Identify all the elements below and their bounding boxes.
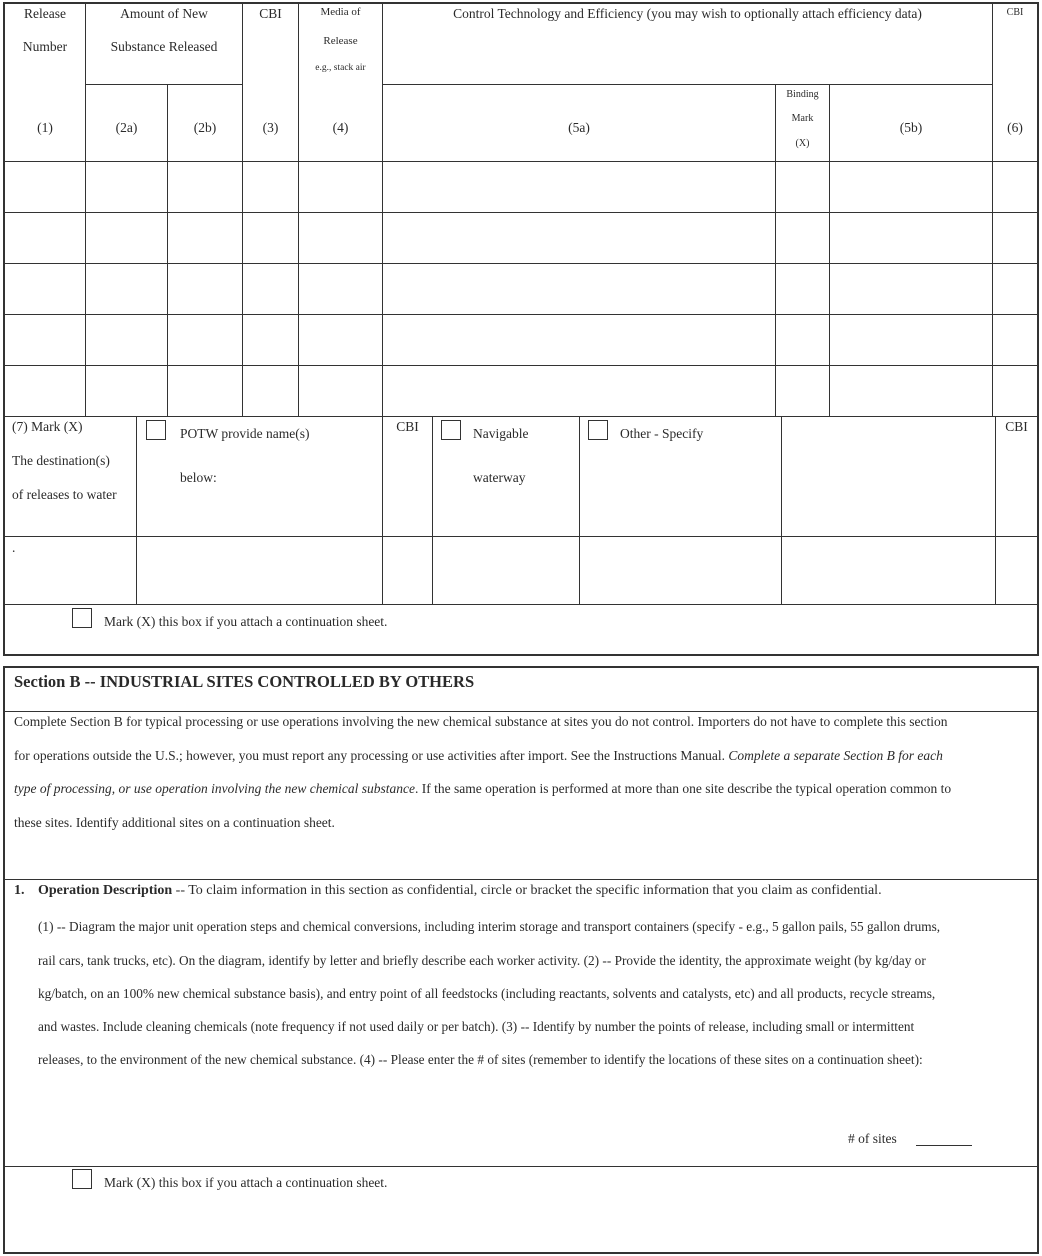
header-stack-air: e.g., stack air: [315, 63, 366, 73]
op-line-4: and wastes. Include cleaning chemicals (note frequency if not used daily or per batch). (3) -- Identify by number the points of release, including small or intermittent: [38, 1019, 915, 1034]
table-cell[interactable]: [383, 368, 775, 415]
header-mark: Mark: [791, 113, 814, 124]
table-cell[interactable]: [830, 317, 992, 364]
section-b-intro-line2: for operations outside the U.S.; however, you must report any processing or use activities after import. See the Instructions Manual.: [14, 748, 726, 763]
table-cell[interactable]: [299, 164, 382, 211]
table-cell[interactable]: [993, 164, 1037, 211]
potw-label: POTW provide name(s): [180, 426, 310, 441]
continuation-label-a: Mark (X) this box if you attach a continuation sheet.: [104, 614, 388, 629]
table-cell[interactable]: [243, 164, 298, 211]
other-specify-label: Other - Specify: [620, 426, 704, 441]
table-cell[interactable]: [383, 317, 775, 364]
header-x: (X): [795, 138, 810, 149]
table-cell[interactable]: [5, 266, 85, 313]
header-cbi-right: CBI: [1006, 7, 1024, 18]
table-cell[interactable]: [383, 164, 775, 211]
header-cbi: CBI: [259, 6, 282, 21]
continuation-label-b: Mark (X) this box if you attach a continuation sheet.: [104, 1175, 388, 1190]
table-cell[interactable]: [243, 266, 298, 313]
table-cell[interactable]: [776, 368, 829, 415]
table-cell[interactable]: [86, 164, 167, 211]
table-cell[interactable]: [168, 317, 242, 364]
table-cell[interactable]: [243, 215, 298, 262]
col-num-2b: (2b): [193, 120, 217, 135]
table-cell[interactable]: [993, 215, 1037, 262]
table-cell[interactable]: [5, 317, 85, 364]
header-substance-released: Substance Released: [110, 39, 218, 54]
header-media: Media of: [320, 6, 361, 18]
header-binding: Binding: [786, 89, 819, 100]
table-cell[interactable]: [86, 368, 167, 415]
table-cell[interactable]: [243, 317, 298, 364]
other-name-field[interactable]: [581, 538, 780, 603]
col-num-4: (4): [332, 120, 349, 135]
col-num-5b: (5b): [899, 120, 923, 135]
section-b-intro-line4: these sites. Identify additional sites on a continuation sheet.: [14, 815, 335, 830]
table-cell[interactable]: [243, 368, 298, 415]
section-b-intro-line2-italic: Complete a separate Section B for each: [728, 748, 943, 763]
table-cell[interactable]: [5, 164, 85, 211]
sites-label: # of sites: [848, 1131, 897, 1146]
destination-dot: .: [12, 540, 16, 555]
destination-cbi-right: CBI: [1005, 419, 1028, 434]
navigable-checkbox[interactable]: [441, 420, 461, 440]
table-cell[interactable]: [299, 266, 382, 313]
op-line-3: kg/batch, on an 100% new chemical substance basis), and entry point of all feedstocks (including reactants, solvents and catalysts, etc) and all products, recycle streams,: [38, 986, 936, 1001]
sites-input[interactable]: [916, 1130, 972, 1146]
table-cell[interactable]: [776, 317, 829, 364]
table-cell[interactable]: [383, 215, 775, 262]
op-line-1: (1) -- Diagram the major unit operation steps and chemical conversions, including interim storage and transport containers (specify - e.g., 5 gallon pails, 55 gallon drums,: [38, 919, 941, 934]
table-cell[interactable]: [86, 317, 167, 364]
waterway-label: waterway: [473, 470, 526, 485]
op-title-rest: -- To claim information in this section as confidential, circle or bracket the specific information that you claim as confidential.: [172, 883, 882, 898]
other-specify-field[interactable]: [783, 418, 994, 535]
potw-checkbox[interactable]: [146, 420, 166, 440]
table-cell[interactable]: [299, 317, 382, 364]
destination-mark-label: (7) Mark (X): [12, 419, 83, 434]
table-cell[interactable]: [168, 266, 242, 313]
col-num-3: (3): [262, 120, 279, 135]
table-cell[interactable]: [993, 368, 1037, 415]
table-cell[interactable]: [993, 317, 1037, 364]
table-cell[interactable]: [830, 164, 992, 211]
table-cell[interactable]: [830, 368, 992, 415]
destination-label: The destination(s): [12, 453, 110, 468]
header-amount: Amount of New: [120, 6, 208, 21]
table-cell[interactable]: [86, 266, 167, 313]
section-b-title: Section B -- INDUSTRIAL SITES CONTROLLED BY OTHERS: [14, 672, 475, 691]
table-cell[interactable]: [86, 215, 167, 262]
col-num-1: (1): [37, 120, 53, 135]
table-cell[interactable]: [993, 266, 1037, 313]
col-num-5a: (5a): [568, 120, 590, 135]
table-cell[interactable]: [168, 164, 242, 211]
header-release: Release: [323, 35, 358, 47]
col-num-2a: (2a): [115, 120, 138, 135]
header-number: Number: [22, 39, 68, 54]
table-cell[interactable]: [5, 368, 85, 415]
op-line-5: releases, to the environment of the new chemical substance. (4) -- Please enter the # of sites (remember to identify the locations of these sites on a continuation sheet):: [38, 1052, 923, 1067]
table-cell[interactable]: [299, 215, 382, 262]
op-number: 1.: [14, 883, 25, 898]
continuation-checkbox-a[interactable]: [72, 608, 92, 628]
continuation-checkbox-b[interactable]: [72, 1169, 92, 1189]
potw-below-label: below:: [180, 470, 217, 485]
section-b-intro-line3-italic: type of processing, or use operation involving the new chemical substance: [14, 781, 416, 796]
header-release: Release: [24, 6, 66, 21]
op-title: Operation Description: [38, 883, 173, 898]
table-cell[interactable]: [776, 215, 829, 262]
header-control-technology: Control Technology and Efficiency (you may wish to optionally attach efficiency data): [453, 6, 922, 21]
table-cell[interactable]: [168, 368, 242, 415]
table-cell[interactable]: [776, 266, 829, 313]
table-cell[interactable]: [776, 164, 829, 211]
destination-cbi: CBI: [396, 419, 419, 434]
col-num-6: (6): [1007, 120, 1023, 135]
table-cell[interactable]: [299, 368, 382, 415]
potw-name-field[interactable]: [138, 538, 381, 603]
section-b-intro-line3: . If the same operation is performed at more than one site describe the typical operation common to: [415, 781, 952, 796]
table-cell[interactable]: [830, 266, 992, 313]
table-cell[interactable]: [5, 215, 85, 262]
navigable-label: Navigable: [473, 426, 529, 441]
table-cell[interactable]: [830, 215, 992, 262]
destination-water-label: of releases to water: [12, 487, 117, 502]
table-cell[interactable]: [168, 215, 242, 262]
section-b-intro-line1: Complete Section B for typical processing or use operations involving the new chemical substance at sites you do not control. Importers do not have to complete this section: [14, 714, 948, 729]
other-checkbox[interactable]: [588, 420, 608, 440]
op-line-2: rail cars, tank trucks, etc). On the diagram, identify by letter and briefly describe each worker activity. (2) -- Provide the identity, the approximate weight (by kg/day or: [38, 953, 926, 968]
navigable-name-field[interactable]: [434, 538, 578, 603]
table-cell[interactable]: [383, 266, 775, 313]
